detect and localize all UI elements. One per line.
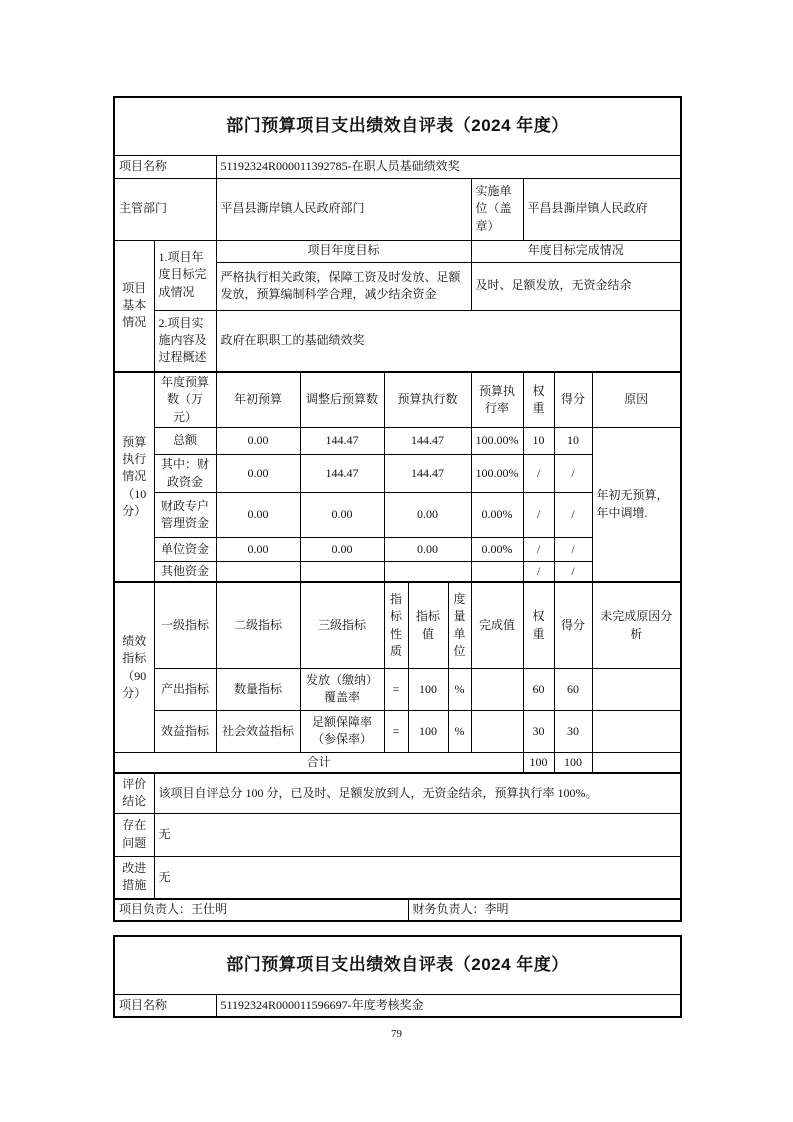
budget-reason: 年初无预算，年中调增. <box>592 428 681 583</box>
budget-header-initial: 年初预算 <box>216 372 300 428</box>
budget-header-adjusted: 调整后预算数 <box>300 372 384 428</box>
project-manager-name: 王仕明 <box>191 902 228 917</box>
project-name-row <box>114 155 681 178</box>
indicator-unit: % <box>448 710 471 752</box>
budget-header-reason: 原因 <box>592 372 681 428</box>
budget-rate: 0.00% <box>471 537 523 561</box>
budget-score: / <box>554 561 592 582</box>
dept-label: 主管部门 <box>114 178 216 240</box>
indicator-header-weight: 权重 <box>523 582 554 668</box>
budget-score: 10 <box>554 428 592 455</box>
indicator-done <box>471 668 523 710</box>
basic-header-row <box>114 240 681 262</box>
budget-row-label: 财政专户管理资金 <box>154 492 216 537</box>
project-manager-label: 项目负责人： <box>119 902 192 917</box>
budget-executed: 0.00 <box>384 537 471 561</box>
indicator-score: 60 <box>554 668 592 710</box>
table-title: 部门预算项目支出绩效自评表（2024 年度） <box>114 936 681 994</box>
indicator-nature: = <box>384 668 408 710</box>
indicator-level2: 社会效益指标 <box>216 710 300 752</box>
budget-rate: 100.00% <box>471 428 523 455</box>
title-row <box>114 97 681 155</box>
annual-goal-header: 项目年度目标 <box>216 240 471 262</box>
indicator-score: 30 <box>554 710 592 752</box>
dept-value: 平昌县澌岸镇人民政府部门 <box>216 178 471 240</box>
conclusion-row <box>114 773 681 813</box>
department-row <box>114 178 681 240</box>
indicator-header-unit: 度量单位 <box>448 582 471 668</box>
indicator-header-nature: 指标性质 <box>384 582 408 668</box>
managers-row <box>114 899 681 920</box>
budget-adjusted: 144.47 <box>300 428 384 455</box>
self-eval-table-2 <box>113 935 682 1018</box>
impl-desc-label: 2.项目实施内容及过程概述 <box>154 310 216 372</box>
budget-row-label: 单位资金 <box>154 537 216 561</box>
indicator-unit: % <box>448 668 471 710</box>
problems-row <box>114 813 681 856</box>
title-row <box>114 936 681 994</box>
indicator-reason <box>592 668 681 710</box>
indicator-header-level1: 一级指标 <box>154 582 216 668</box>
budget-rate: 100.00% <box>471 455 523 493</box>
budget-adjusted: 144.47 <box>300 455 384 493</box>
total-score: 100 <box>554 752 592 773</box>
finance-manager-cell <box>408 899 681 920</box>
indicator-header-level2: 二级指标 <box>216 582 300 668</box>
basic-impl-row <box>114 310 681 372</box>
indicator-value: 100 <box>408 668 448 710</box>
budget-initial: 0.00 <box>216 428 300 455</box>
budget-header-score: 得分 <box>554 372 592 428</box>
impl-unit-label: 实施单位（盖章） <box>471 178 523 240</box>
budget-row-total <box>114 428 681 455</box>
indicator-section-label: 绩效指标（90分） <box>114 582 154 752</box>
page-number: 79 <box>391 1028 402 1040</box>
total-label: 合计 <box>114 752 523 773</box>
budget-executed: 144.47 <box>384 428 471 455</box>
indicator-row-benefit <box>114 710 681 752</box>
indicator-level1: 效益指标 <box>154 710 216 752</box>
budget-initial: 0.00 <box>216 537 300 561</box>
project-name-value: 51192324R000011392785-在职人员基础绩效奖 <box>216 155 681 178</box>
indicator-level2: 数量指标 <box>216 668 300 710</box>
impl-unit-value: 平昌县澌岸镇人民政府 <box>523 178 681 240</box>
indicator-value: 100 <box>408 710 448 752</box>
budget-initial: 0.00 <box>216 492 300 537</box>
budget-row-label: 其中：财政资金 <box>154 455 216 493</box>
budget-header-rate: 预算执行率 <box>471 372 523 428</box>
total-weight: 100 <box>523 752 554 773</box>
indicator-level3: 足额保障率（参保率） <box>300 710 384 752</box>
indicator-level1: 产出指标 <box>154 668 216 710</box>
impl-desc-text: 政府在职职工的基础绩效奖 <box>216 310 681 372</box>
budget-row-label: 总额 <box>154 428 216 455</box>
indicator-nature: = <box>384 710 408 752</box>
indicator-header-score: 得分 <box>554 582 592 668</box>
indicator-row-output <box>114 668 681 710</box>
indicator-header-level3: 三级指标 <box>300 582 384 668</box>
budget-weight: / <box>523 455 554 493</box>
budget-section-label: 预算执行情况（10分） <box>114 372 154 582</box>
budget-initial: 0.00 <box>216 455 300 493</box>
budget-weight: / <box>523 561 554 582</box>
budget-weight: / <box>523 537 554 561</box>
improvements-text: 无 <box>154 856 681 899</box>
budget-weight: 10 <box>523 428 554 455</box>
conclusion-text: 该项目自评总分 100 分，已及时、足额发放到人，无资金结余，预算执行率 100%。 <box>154 773 681 813</box>
indicator-weight: 60 <box>523 668 554 710</box>
indicator-weight: 30 <box>523 710 554 752</box>
total-row <box>114 752 681 773</box>
budget-header-weight: 权重 <box>523 372 554 428</box>
project-name-label: 项目名称 <box>114 994 216 1017</box>
goal-completion-text: 及时、足额发放，无资金结余 <box>471 262 681 310</box>
budget-adjusted <box>300 561 384 582</box>
budget-adjusted: 0.00 <box>300 492 384 537</box>
indicator-reason <box>592 710 681 752</box>
project-name-row <box>114 994 681 1017</box>
finance-manager-label: 财务负责人： <box>412 902 485 917</box>
problems-label: 存在问题 <box>114 813 154 856</box>
indicator-header-value: 指标值 <box>408 582 448 668</box>
budget-adjusted: 0.00 <box>300 537 384 561</box>
indicator-header-reason: 未完成原因分析 <box>592 582 681 668</box>
improvements-label: 改进措施 <box>114 856 154 899</box>
goal-completion-header: 年度目标完成情况 <box>471 240 681 262</box>
indicator-done <box>471 710 523 752</box>
total-reason <box>592 752 681 773</box>
budget-executed: 0.00 <box>384 492 471 537</box>
project-name-value: 51192324R000011596697-年度考核奖金 <box>216 994 681 1017</box>
annual-goal-row-label: 1.项目年度目标完成情况 <box>154 240 216 310</box>
annual-goal-text: 严格执行相关政策，保障工资及时发放、足额发放，预算编制科学合理，减少结余资金 <box>216 262 471 310</box>
budget-score: / <box>554 492 592 537</box>
indicator-level3: 发放（缴纳）覆盖率 <box>300 668 384 710</box>
budget-score: / <box>554 537 592 561</box>
budget-rate <box>471 561 523 582</box>
budget-executed: 144.47 <box>384 455 471 493</box>
budget-header-col-label: 年度预算数（万元） <box>154 372 216 428</box>
budget-row-label: 其他资金 <box>154 561 216 582</box>
project-name-label: 项目名称 <box>114 155 216 178</box>
project-manager-cell <box>114 899 408 920</box>
budget-header-row <box>114 372 681 428</box>
budget-initial <box>216 561 300 582</box>
finance-manager-name: 李明 <box>484 902 509 917</box>
problems-text: 无 <box>154 813 681 856</box>
budget-score: / <box>554 455 592 493</box>
budget-header-executed: 预算执行数 <box>384 372 471 428</box>
budget-weight: / <box>523 492 554 537</box>
indicator-header-row <box>114 582 681 668</box>
budget-executed <box>384 561 471 582</box>
indicator-header-done: 完成值 <box>471 582 523 668</box>
conclusion-label: 评价结论 <box>114 773 154 813</box>
basic-section-label: 项目基本情况 <box>114 240 154 372</box>
budget-rate: 0.00% <box>471 492 523 537</box>
self-eval-table-1 <box>113 96 682 922</box>
table-title: 部门预算项目支出绩效自评表（2024 年度） <box>114 97 681 155</box>
improvements-row <box>114 856 681 899</box>
